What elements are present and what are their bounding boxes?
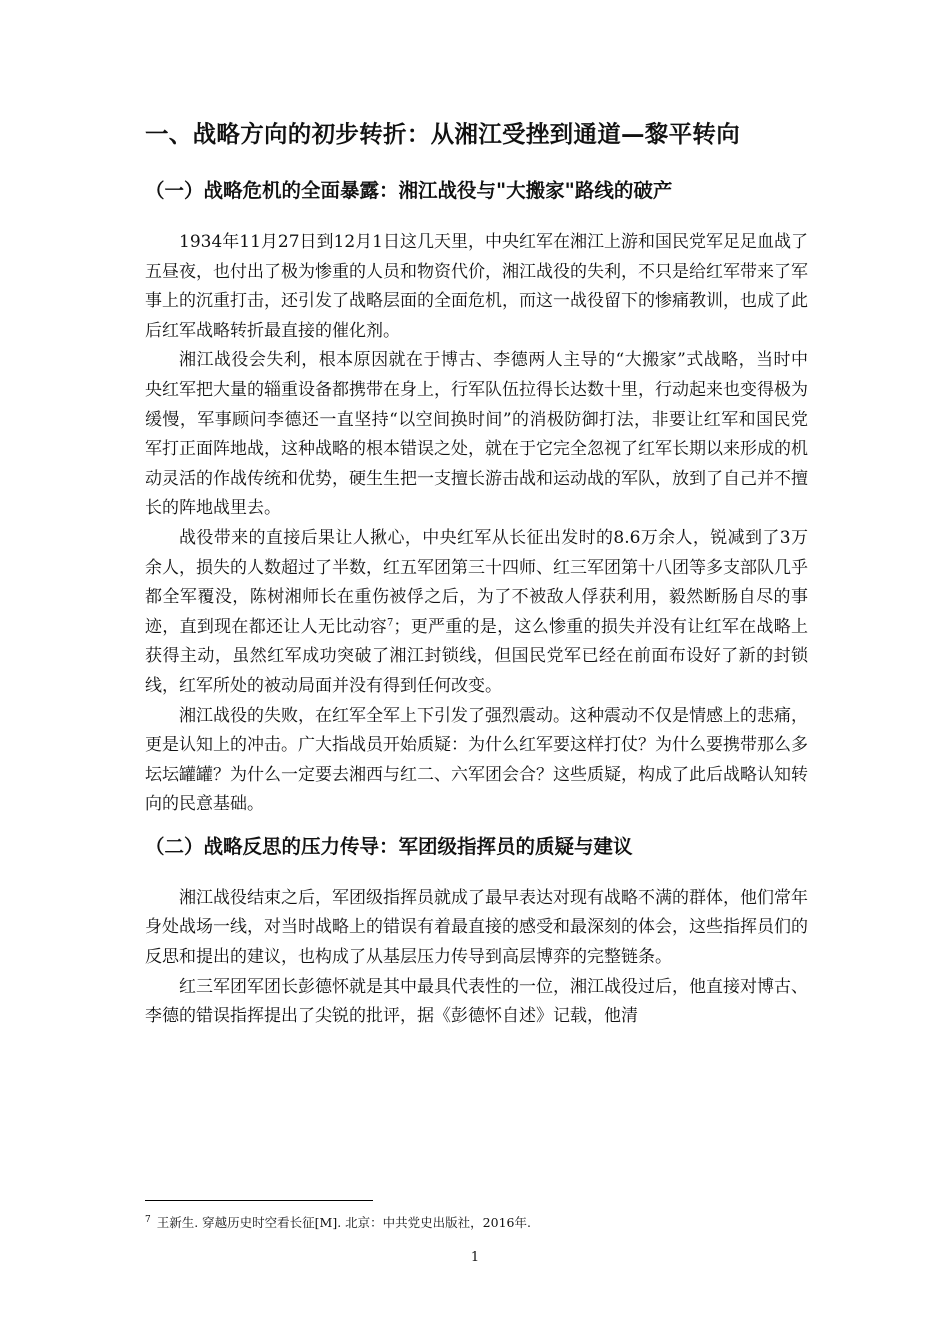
page-content <box>145 118 808 1032</box>
footnote-text: 王新生. 穿越历史时空看长征[M]. 北京：中共党史出版社，2016年. <box>156 1215 531 1231</box>
page-number: 1 <box>470 1250 480 1265</box>
paragraph: 湘江战役会失利，根本原因就在于博古、李德两人主导的“大搬家”式战略，当时中央红军把大量的辎重设备都携带在身上，行军队伍拉得长达数十里，行动起来也变得极为缓慢，军事顾问李德还一直坚持“以空间换时间”的消极防御打法，非要让红军和国民党军打正面阵地战，这种战略的根本错误之处，就在于它完全忽视了红军长期以来形成的机动灵活的作战传统和优势，硬生生把一支擅长游击战和运动战的军队，放到了自己并不擅长的阵地战里去。 <box>145 350 808 519</box>
chapter-heading: 一、战略方向的初步转折：从湘江受挫到通道—黎平转向 <box>145 120 740 148</box>
paragraph: 湘江战役结束之后，军团级指挥员就成了最早表达对现有战略不满的群体，他们常年身处战场一线，对当时战略上的错误有着最直接的感受和最深刻的体会，这些指挥员们的反思和提出的建议，也构成了从基层压力传导到高层博弈的完整链条。 <box>145 887 808 968</box>
paragraph-text: ；更严重的是，这么惨重的损失并没有让红军在战略上获得主动，虽然红军成功突破了湘江封锁线，但国民党军已经在前面布设好了新的封锁线，红军所处的被动局面并没有得到任何改变。 <box>145 616 809 696</box>
footnote <box>145 1211 808 1232</box>
section-1-body <box>145 228 808 820</box>
footnote-mark: 7 <box>145 1215 151 1225</box>
paragraph: 湘江战役的失败，在红军全军上下引发了强烈震动。这种震动不仅是情感上的悲痛，更是认知上的冲击。广大指战员开始质疑：为什么红军要这样打仗？为什么要携带那么多坛坛罐罐？为什么一定要去湘西与红二、六军团会合？这些质疑，构成了此后战略认知转向的民意基础。 <box>145 705 808 815</box>
paragraph-text: 战役带来的直接后果让人揪心，中央红军从长征出发时的8.6万余人，锐减到了3万余人，损失的人数超过了半数，红五军团第三十四师、红三军团第十八团等多支部队几乎都全军覆没，陈树湘师长在重伤被俘之后，为了不被敌人俘获利用，毅然断肠自尽的事迹，直到现在都还让人无比动容 <box>145 527 808 637</box>
section-2-body <box>145 884 808 1032</box>
paragraph: 红三军团军团长彭德怀就是其中最具代表性的一位，湘江战役过后，他直接对博古、李德的错误指挥提出了尖锐的批评，据《彭德怀自述》记载，他清 <box>145 976 808 1027</box>
paragraph <box>145 524 808 702</box>
section-2-title: （二）战略反思的压力传导：军团级指挥员的质疑与建议 <box>145 834 633 858</box>
footnote-separator <box>145 1200 373 1201</box>
section-1-title: （一）战略危机的全面暴露：湘江战役与"大搬家"路线的破产 <box>145 179 673 202</box>
paragraph: 1934年11月27日到12月1日这几天里，中央红军在湘江上游和国民党军足足血战了五昼夜，也付出了极为惨重的人员和物资代价，湘江战役的失利，不只是给红军带来了军事上的沉重打击，还引发了战略层面的全面危机，而这一战役留下的惨痛教训，也成了此后红军战略转折最直接的催化剂。 <box>145 232 808 341</box>
footnote-reference[interactable]: 7 <box>387 617 394 629</box>
